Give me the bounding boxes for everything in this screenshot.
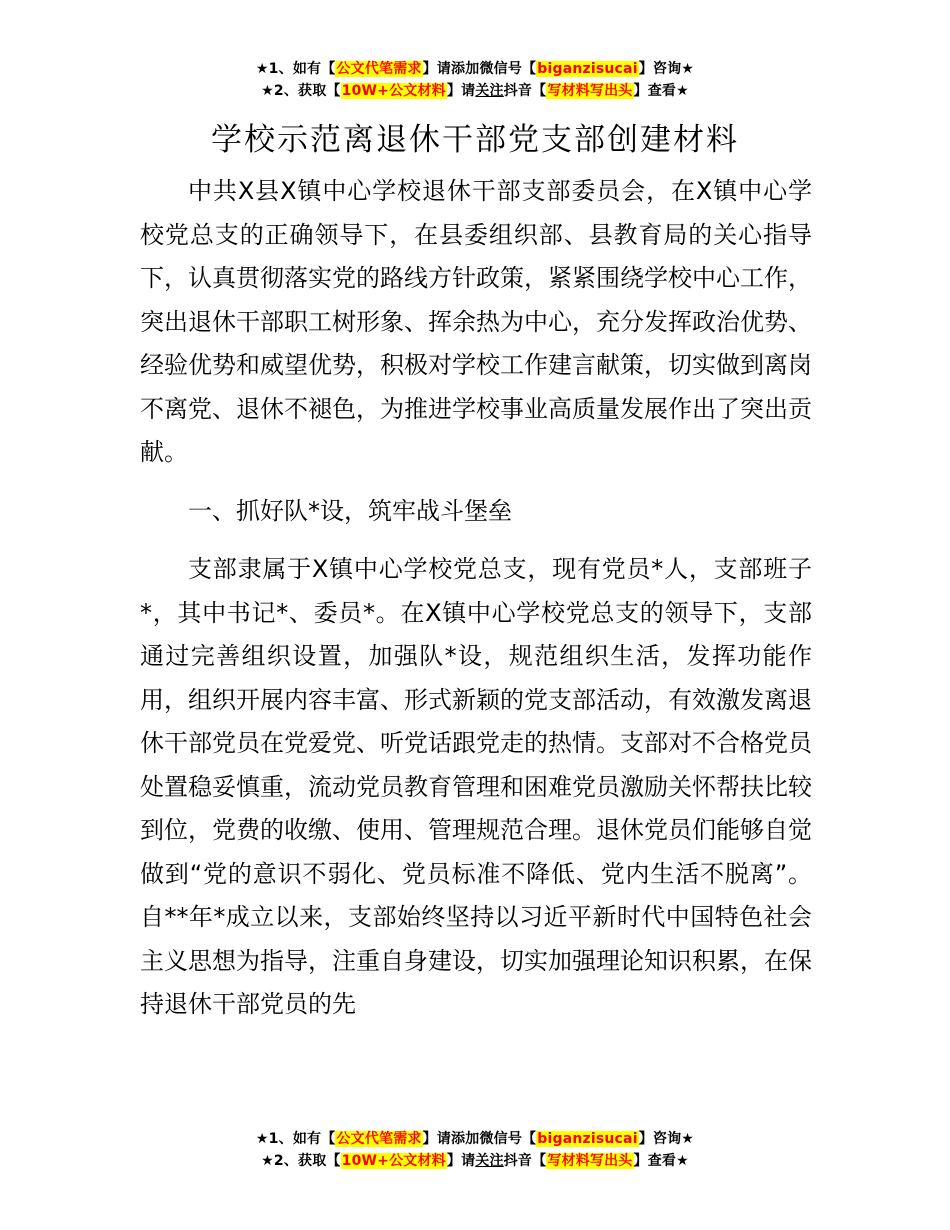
footer-line-2-mid2: 抖音【 [503, 1153, 547, 1169]
footer-line-1-emph: 添加 [451, 1131, 480, 1147]
banner-line-2-emph: 关注 [475, 83, 504, 99]
footer-line-2-suffix: 】查看★ [633, 1153, 689, 1169]
footer-highlight-service: 公文代笔需求 [336, 1131, 422, 1147]
banner-line-2 [0, 80, 950, 102]
banner-line-2-mid: 】请 [446, 83, 476, 99]
document-body [140, 170, 812, 1027]
banner-line-1-suffix: 】咨询★ [638, 61, 695, 77]
footer-line-1-mid2: 微信号【 [479, 1131, 537, 1147]
banner-line-1-mid2: 微信号【 [479, 61, 537, 77]
footer-line-1-suffix: 】咨询★ [638, 1131, 695, 1147]
footer-line-1-mid: 】请 [422, 1131, 452, 1147]
banner-line-2-suffix: 】查看★ [633, 83, 689, 99]
section-paragraph: 支部隶属于X镇中心学校党总支，现有党员*人，支部班子*，其中书记*、委员*。在X镇中心学校党总支的领导下，支部通过完善组织设置，加强队*设，规范组织生活，发挥功能作用，组织开展内容丰富、形式新颖的党支部活动，有效激发离退休干部党员在党爱党、听党话跟党走的热情。支部对不合格党员处置稳妥慎重，流动党员教育管理和困难党员激励关怀帮扶比较到位，党费的收缴、使用、管理规范合理。退休党员们能够自觉做到“党的意识不弱化、党员标准不降低、党内生活不脱离”。自**年*成立以来，支部始终坚持以习近平新时代中国特色社会主义思想为指导，注重自身建设，切实加强理论知识积累，在保持退休干部党员的先 [140, 555, 812, 1018]
header-banner [0, 58, 950, 102]
banner-line-1-mid: 】请 [422, 61, 452, 77]
footer-highlight-douyin: 写材料写出头 [547, 1153, 633, 1169]
banner-line-1 [0, 58, 950, 80]
banner-highlight-douyin: 写材料写出头 [547, 83, 633, 99]
footer-banner-line-2 [0, 1150, 950, 1172]
footer-banner [0, 1128, 950, 1172]
footer-line-2-mid: 】请 [446, 1153, 476, 1169]
banner-line-1-emph: 添加 [451, 61, 480, 77]
banner-highlight-wechat: biganzisucai [537, 61, 638, 77]
banner-line-2-mid2: 抖音【 [503, 83, 547, 99]
section-heading: 一、抓好队*设，筑牢战斗堡垒 [188, 496, 512, 525]
footer-highlight-wechat: biganzisucai [537, 1131, 638, 1147]
footer-line-2-emph: 关注 [475, 1153, 504, 1169]
banner-highlight-service: 公文代笔需求 [336, 61, 422, 77]
footer-highlight-materials: 10W+公文材料 [341, 1153, 446, 1169]
banner-highlight-materials: 10W+公文材料 [341, 83, 446, 99]
document-title: 学校示范离退休干部党支部创建材料 [211, 122, 739, 158]
footer-banner-line-1 [0, 1128, 950, 1150]
footer-line-2-prefix: ★2、获取【 [261, 1153, 341, 1169]
intro-paragraph: 中共X县X镇中心学校退休干部支部委员会，在X镇中心学校党总支的正确领导下，在县委组织部、县教育局的关心指导下，认真贯彻落实党的路线方针政策，紧紧围绕学校中心工作，突出退休干部职工树形象、挥余热为中心，充分发挥政治优势、经验优势和威望优势，积极对学校工作建言献策，切实做到离岗不离党、退休不褪色，为推进学校事业高质量发展作出了突出贡献。 [140, 177, 812, 466]
banner-line-2-prefix: ★2、获取【 [261, 83, 341, 99]
banner-line-1-prefix: ★1、如有【 [255, 61, 336, 77]
footer-line-1-prefix: ★1、如有【 [255, 1131, 336, 1147]
